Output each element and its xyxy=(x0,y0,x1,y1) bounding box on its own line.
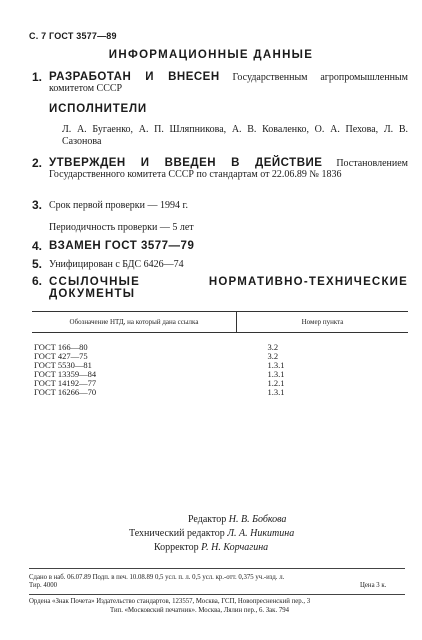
item-references xyxy=(32,276,408,300)
cell-document: ГОСТ 14192—77 xyxy=(34,378,97,388)
cell-document: ГОСТ 16266—70 xyxy=(34,387,97,397)
tech-editor-credit xyxy=(129,527,294,541)
corrector-name: Р. Н. Корчагина xyxy=(201,542,269,553)
item-body: Унифицирован с БДС 6426—74 xyxy=(49,259,184,270)
item-approved xyxy=(32,158,408,180)
publisher-line-1: Ордена «Знак Почета» Издательство стандартов, 123557, Москва, ГСП, Новопресненский пер., 3 xyxy=(29,598,311,605)
tech-editor-name: Л. А. Никитина xyxy=(227,528,295,539)
column-header-clause: Номер пункта xyxy=(301,318,344,326)
item-keyword: ССЫЛОЧНЫЕ НОРМАТИВНО-ТЕХНИЧЕСКИЕ ДОКУМЕНТЫ xyxy=(49,276,408,300)
page-title: ИНФОРМАЦИОННЫЕ ДАННЫЕ xyxy=(108,49,314,61)
item-unified xyxy=(32,259,408,270)
item-body: Срок первой проверки — 1994 г. xyxy=(49,200,188,211)
imprint-print-run: Тир. 4000 xyxy=(29,582,58,589)
item-number: 3. xyxy=(32,198,43,212)
item-keyword: РАЗРАБОТАН И ВНЕСЕН xyxy=(49,71,220,83)
imprint-price: Цена 3 к. xyxy=(360,582,387,589)
review-periodicity: Периодичность проверки — 5 лет xyxy=(49,222,194,233)
cell-document: ГОСТ 166—80 xyxy=(34,342,88,352)
item-keyword: УТВЕРЖДЕН И ВВЕДЕН В ДЕЙСТВИЕ xyxy=(49,157,323,169)
item-keyword: ВЗАМЕН ГОСТ 3577—79 xyxy=(49,240,195,252)
executors-heading: ИСПОЛНИТЕЛИ xyxy=(49,103,147,115)
item-body xyxy=(49,72,408,94)
tech-editor-label: Технический редактор xyxy=(129,528,225,539)
item-number: 1. xyxy=(32,70,43,84)
page-header: С. 7 ГОСТ 3577—89 xyxy=(29,31,117,41)
executors-list: Л. А. Бугаенко, А. П. Шляпникова, А. В. Коваленко, О. А. Пехова, Л. В. Сазонова xyxy=(62,124,408,147)
imprint-top-rule xyxy=(29,568,405,569)
item-replaces xyxy=(32,241,408,252)
corrector-credit xyxy=(154,541,268,555)
editor-label: Редактор xyxy=(188,514,227,525)
item-developed xyxy=(32,72,408,94)
publisher-line-2: Тип. «Московский печатник». Москва, Лялин пер., 6. Зак. 794 xyxy=(110,607,290,614)
imprint-line-1: Сдано в наб. 06.07.89 Подп. в печ. 10.08.89 0,5 усл. п. л. 0,5 усл. кр.-отт. 0,375 уч.-изд. л. xyxy=(29,574,285,581)
item-body xyxy=(49,158,408,180)
imprint-bottom-rule xyxy=(29,594,405,595)
corrector-label: Корректор xyxy=(154,542,199,553)
editor-credit xyxy=(188,513,286,527)
item-number: 2. xyxy=(32,156,43,170)
table-row xyxy=(32,333,408,353)
cell-clause: 1.3.1 xyxy=(267,387,285,397)
cell-clause: 3.2 xyxy=(267,351,279,361)
table-row xyxy=(32,388,408,397)
item-number: 5. xyxy=(32,257,43,271)
item-number: 4. xyxy=(32,239,43,253)
cell-clause: 3.2 xyxy=(267,342,279,352)
item-review xyxy=(32,200,408,211)
item-number: 6. xyxy=(32,274,43,288)
cell-clause: 1.3.1 xyxy=(267,369,285,379)
cell-clause: 1.2.1 xyxy=(267,378,285,388)
cell-document: ГОСТ 427—75 xyxy=(34,351,88,361)
column-header-document: Обозначение НТД, на который дана ссылка xyxy=(32,312,237,333)
references-table xyxy=(32,311,408,397)
editor-name: Н. В. Бобкова xyxy=(228,514,287,525)
cell-document: ГОСТ 13359—84 xyxy=(34,369,97,379)
item-text: Постановлением Государственного комитета СССР по стандартам от 22.06.89 № 1836 xyxy=(49,158,408,180)
cell-clause: 1.3.1 xyxy=(267,360,285,370)
table-header-row xyxy=(32,312,408,333)
cell-document: ГОСТ 5530—81 xyxy=(34,360,92,370)
item-text: Государственным агропромышленным комитетом СССР xyxy=(49,72,408,94)
